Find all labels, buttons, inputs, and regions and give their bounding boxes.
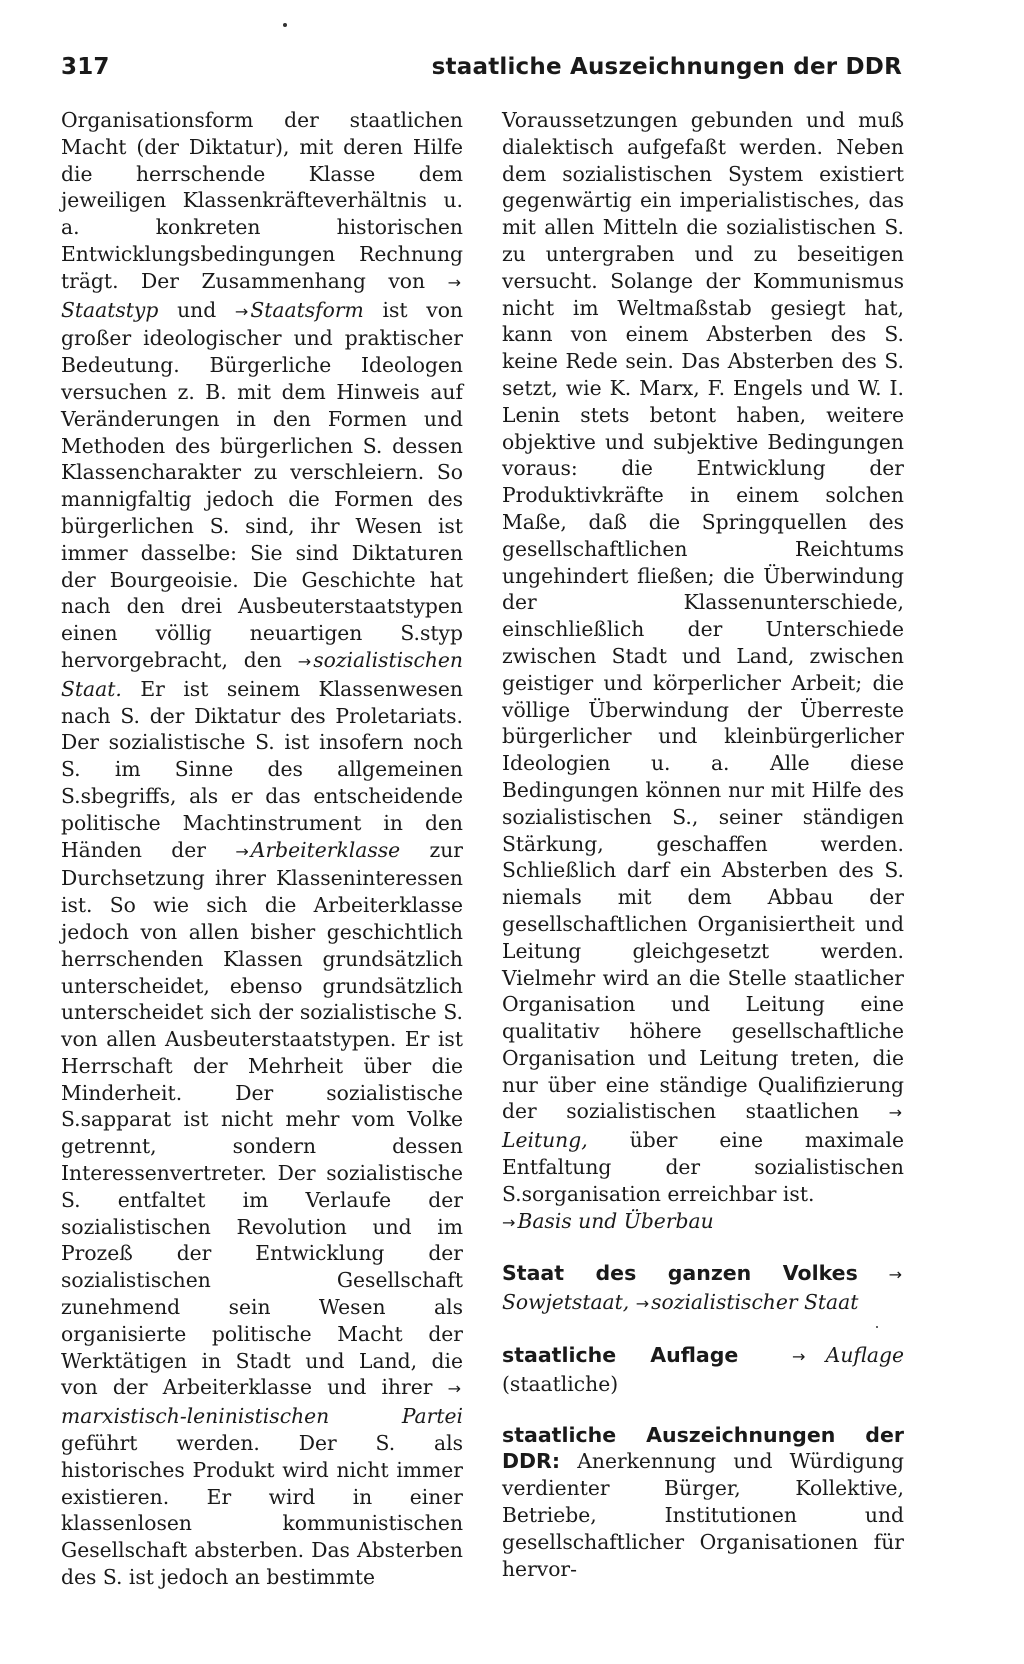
page-header xyxy=(61,48,902,88)
running-head: staatliche Auszeichnungen der DDR xyxy=(431,54,902,80)
arrow-icon: → xyxy=(888,1103,902,1123)
arrow-icon: → xyxy=(635,1294,650,1314)
headword: staatliche Auflage xyxy=(502,1343,739,1368)
xref-staatsform[interactable]: Staatsform xyxy=(250,297,364,322)
entry-staatliche-auszeichnungen: staatliche Auszeichnungen der DDR: Anerkennung und Würdigung verdienter Bürger, Kollektive, Betriebe, Institutionen und gesellschaftlicher Organisationen für hervor- xyxy=(502,1422,904,1581)
xref-sozialistischer-staat[interactable]: sozialistischer Staat xyxy=(651,1290,859,1315)
arrow-icon: → xyxy=(235,841,249,861)
left-column xyxy=(61,107,463,1591)
print-dot-margin xyxy=(876,1326,878,1328)
xref-marxistisch-leninistische-partei[interactable]: marxistisch-leninistischen Partei xyxy=(61,1404,463,1429)
xref-leitung[interactable]: Leitung, xyxy=(502,1128,588,1153)
arrow-icon: → xyxy=(502,1212,516,1232)
right-column xyxy=(502,107,904,1582)
arrow-icon: → xyxy=(297,651,312,671)
xref-sowjetstaat[interactable]: Sowjetstaat, xyxy=(502,1290,630,1315)
arrow-icon: → xyxy=(791,1347,806,1367)
headword: staatliche Auszeichnungen der DDR: xyxy=(502,1422,904,1474)
arrow-icon: → xyxy=(447,1379,461,1399)
xref-sozialistischer-staat[interactable]: sozialistischen Staat. xyxy=(61,647,463,701)
arrow-icon: → xyxy=(447,272,461,292)
xref-staatstyp[interactable]: Staatstyp xyxy=(61,297,159,322)
body-paragraph: Organisationsform der staatlichen Macht (der Diktatur), mit deren Hilfe die herrschende Klasse dem jeweiligen Klassenkräfteverhältnis u. a. konkreten historischen Entwicklungsbedingungen Rechnung trägt. Der Zusammenhang von → Staatstyp und → Staatsform ist von großer ideologischer und praktischer Bedeutung. Bürgerliche Ideologen versuchen z. B. mit dem Hinweis auf Veränderungen in den Formen und Methoden des bürgerlichen S. dessen Klassencharakter zu verschleiern. So mannigfaltig jedoch die Formen des bürgerlichen S. sind, ihr Wesen ist immer dasselbe: Sie sind Diktaturen der Bourgeoisie. Die Geschichte hat nach den drei Ausbeuterstaatstypen einen völlig neuartigen S.styp hervorgebracht, den → sozialistischen Staat. Er ist seinem Klassenwesen nach S. der Diktatur des Proletariats. Der sozialistische S. ist insofern noch S. im Sinne des allgemeinen S.sbegriffs, als er das entscheidende politische Machtinstrument in den Händen der → Arbeiterklasse zur Durchsetzung ihrer Klasseninteressen ist. So wie sich die Arbeiterklasse jedoch von allen bisher geschichtlich herrschenden Klassen grundsätzlich unterscheidet, ebenso grundsätzlich unterscheidet sich der sozialistische S. von allen Ausbeuterstaatstypen. Er ist Herrschaft der Mehrheit über die Minderheit. Der sozialistische S.sapparat ist nicht mehr vom Volke getrennt, sondern dessen Interessenvertreter. Der sozialistische S. entfaltet im Verlaufe der sozialistischen Revolution und im Prozeß der Entwicklung der sozialistischen Gesellschaft zunehmend sein Wesen als organisierte politische Macht der Werktätigen in Stadt und Land, die von der Arbeiterklasse und ihrer → marxistisch-leninistischen Partei geführt werden. Der S. als historisches Produkt wird nicht immer existieren. Er wird in einer klassenlosen kommunistischen Gesellschaft absterben. Das Absterben des S. ist jedoch an bestimmte xyxy=(61,108,463,1590)
xref-basis-und-ueberbau[interactable]: Basis und Überbau xyxy=(517,1208,714,1233)
entry-staat-des-ganzen-volkes xyxy=(502,1260,904,1318)
arrow-icon: → xyxy=(234,301,249,321)
arrow-icon: → xyxy=(888,1265,902,1285)
print-dot-top xyxy=(283,23,287,27)
entry-staatliche-auflage: staatliche Auflage → Auflage (staatliche) xyxy=(502,1343,904,1396)
body-paragraph: Voraussetzungen gebunden und muß dialektisch aufgefaßt werden. Neben dem sozialistischen System existiert gegenwärtig ein imperialistisches, das mit allen Mitteln die sozialistischen S. zu untergraben und zu beseitigen versucht. Solange der Kommunismus nicht im Weltmaßstab gesiegt hat, kann von einem Absterben des S. keine Rede sein. Das Absterben des S. setzt, wie K. Marx, F. Engels und W. I. Lenin stets betont haben, weitere objektive und subjektive Bedingungen voraus: die Entwicklung der Produktivkräfte in einem solchen Maße, daß die Springquellen des gesellschaftlichen Reichtums ungehindert fließen; die Überwindung der Klassenunterschiede, einschließlich der Unterschiede zwischen Stadt und Land, zwischen geistiger und körperlicher Arbeit; die völlige Überwindung der Überreste bürgerlicher und kleinbürgerlicher Ideologien u. a. Alle diese Bedingungen können nur mit Hilfe des sozialistischen S., seiner ständigen Stärkung, geschaffen werden. Schließlich darf ein Absterben des S. niemals mit dem Abbau der gesellschaftlichen Organisiertheit und Leitung gleichgesetzt werden. Vielmehr wird an die Stelle staatlicher Organisation und Leitung eine qualitativ höhere gesellschaftliche Organisation und Leitung treten, die nur über eine ständige Qualifizierung der sozialistischen staatlichen → Leitung, über eine maximale Entfaltung der sozialistischen S.sorganisation erreichbar ist. → Basis und Überbau xyxy=(502,108,904,1233)
xref-arbeiterklasse[interactable]: Arbeiterklasse xyxy=(250,837,401,862)
xref-auflage[interactable]: Auflage xyxy=(825,1343,904,1368)
headword: Staat des ganzen Volkes xyxy=(502,1261,858,1286)
page-number: 317 xyxy=(61,54,110,80)
